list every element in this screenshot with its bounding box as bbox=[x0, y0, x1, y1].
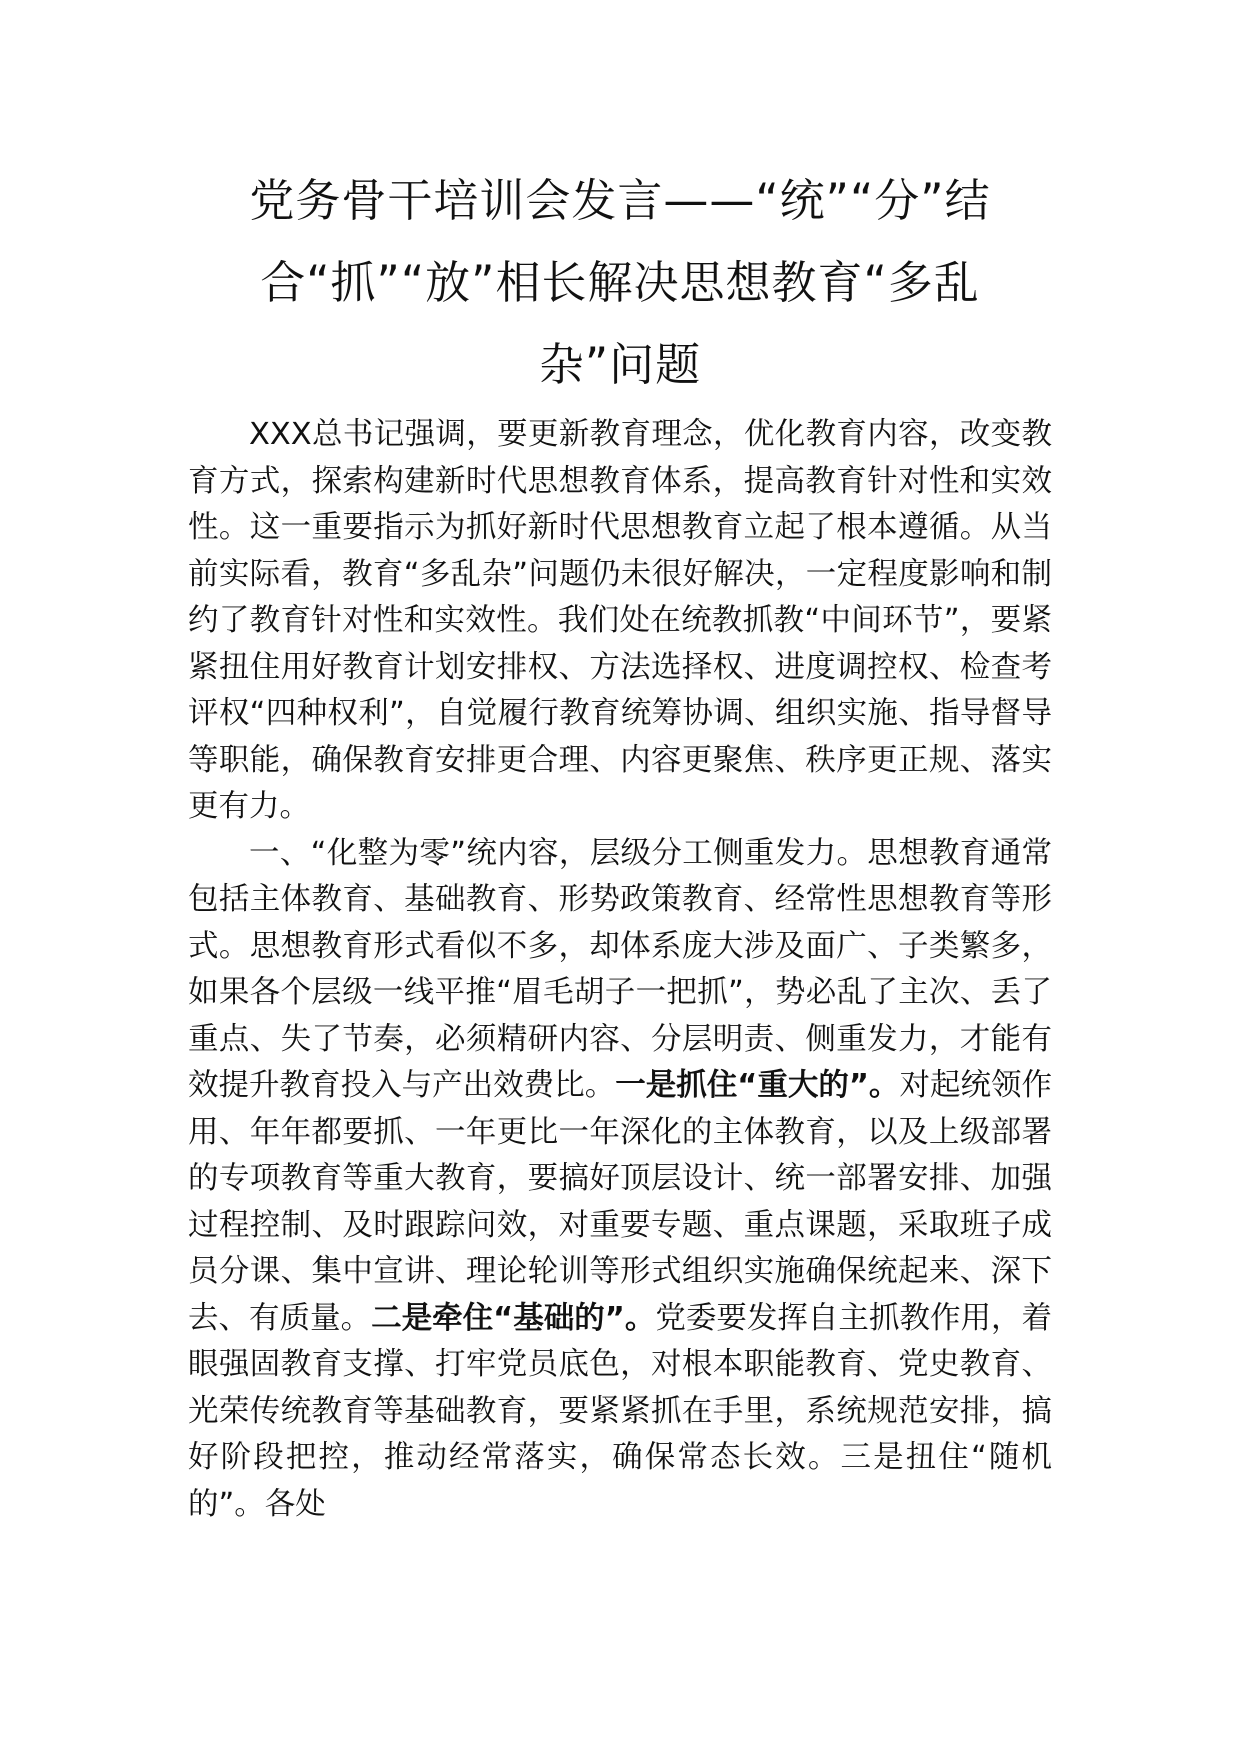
point-one-heading: 一是抓住“重大的”。 bbox=[615, 1068, 900, 1103]
title-line-2: 合“抓”“放”相长解决思想教育“多乱 bbox=[260, 256, 980, 309]
title-line-3: 杂”问题 bbox=[538, 338, 702, 391]
document-body bbox=[188, 412, 1052, 1528]
section-one-text-2: 对起统领作用、年年都要抓、一年更比一年深化的主体教育，以及上级部署的专项教育等重大教育，要搞好顶层设计、统一部署安排、加强过程控制、及时跟踪问效，对重要专题、重点课题，采取班子成员分课、集中宣讲、理论轮训等形式组织实施确保统起来、深下去、有质量。 bbox=[188, 1068, 1053, 1336]
section-one-paragraph bbox=[188, 831, 1052, 1529]
intro-paragraph: XXX总书记强调，要更新教育理念，优化教育内容，改变教育方式，探索构建新时代思想教育体系，提高教育针对性和实效性。这一重要指示为抓好新时代思想教育立起了根本遵循。从当前实际看，教育“多乱杂”问题仍未很好解决，一定程度影响和制约了教育针对性和实效性。我们处在统教抓教“中间环节”，要紧紧扭住用好教育计划安排权、方法选择权、进度调控权、检查考评权“四种权利”，自觉履行教育统筹协调、组织实施、指导督导等职能，确保教育安排更合理、内容更聚焦、秩序更正规、落实更有力。 bbox=[188, 417, 1052, 824]
point-two-heading: 二是牵住“基础的”。 bbox=[371, 1300, 656, 1336]
document-title bbox=[188, 160, 1052, 406]
section-one-text-1: 一、“化整为零”统内容，层级分工侧重发力。思想教育通常包括主体教育、基础教育、形势政策教育、经常性思想教育等形式。思想教育形式看似不多，却体系庞大涉及面广、子类繁多，如果各个层级一线平推“眉毛胡子一把抓”，势必乱了主次、丢了重点、失了节奏，必须精研内容、分层明责、侧重发力，才能有效提升教育投入与产出效费比。 bbox=[188, 835, 1052, 1103]
section-one-text-3: 党委要发挥自主抓教作用，着眼强固教育支撑、打牢党员底色，对根本职能教育、党史教育、光荣传统教育等基础教育，要紧紧抓在手里，系统规范安排，搞好阶段把控，推动经常落实，确保常态长效。三是扭住“随机的”。各处 bbox=[188, 1300, 1053, 1522]
title-line-1: 党务骨干培训会发言——“统”“分”结 bbox=[249, 174, 991, 227]
document-page bbox=[188, 160, 1052, 1528]
